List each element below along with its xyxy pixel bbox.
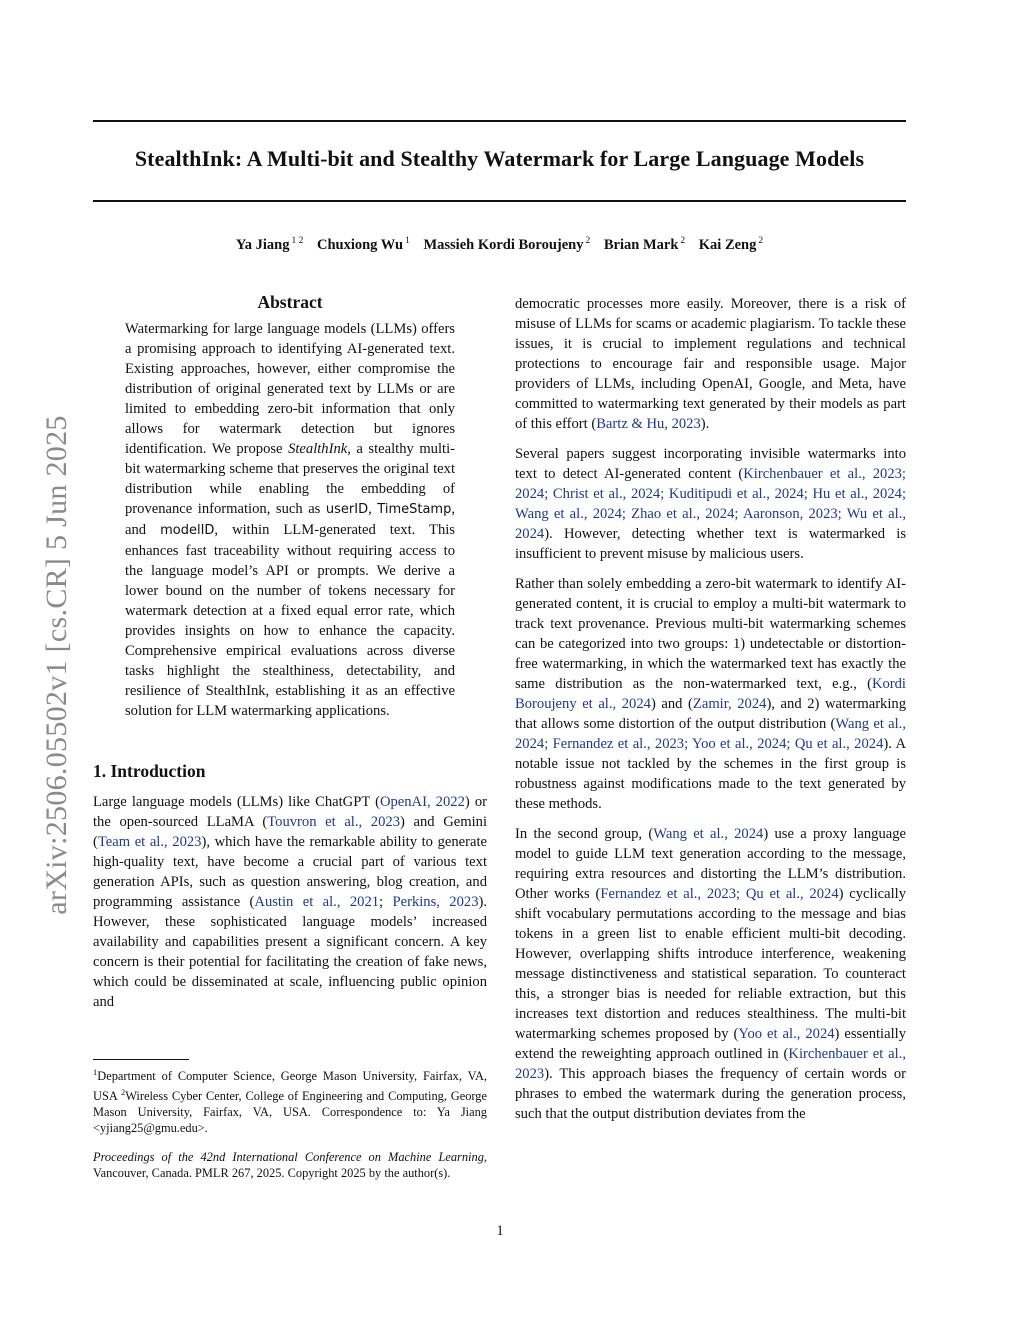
- citation-link[interactable]: Wang et al., 2024; Fernandez et al., 2023; Yoo et al., 2024; Qu et al., 2024: [515, 716, 906, 752]
- citation-link[interactable]: Yoo et al., 2024: [738, 1026, 835, 1042]
- proceedings-note: Proceedings of the 42nd International Conference on Machine Learning, Vancouver, Canada. PMLR 267, 2025. Copyright 2025 by the author(s).: [93, 1150, 487, 1181]
- citation-link[interactable]: Perkins, 2023: [392, 894, 479, 910]
- author-affiliation: 1: [405, 236, 410, 246]
- affiliation-footnote: $^1$Department of Computer Science, George Mason University, Fairfax, VA, USA $^2$Wireless Cyber Center, College of Engineering and Computing, George Mason University, Fairfax, VA, USA. Correspondence to: Ya Jiang <yjiang25@gmu.edu>.: [93, 1067, 488, 1136]
- author-name: Brian Mark: [603, 237, 679, 253]
- footnotes: [93, 1059, 487, 1181]
- title-rule-top: [93, 120, 906, 122]
- footnote-rule: [93, 1059, 189, 1060]
- author: [699, 237, 763, 253]
- author: [236, 237, 303, 253]
- title-rule-bottom: [93, 200, 906, 202]
- author-affiliation: 2: [585, 236, 591, 246]
- page-number: 1: [496, 1223, 504, 1239]
- abstract-text: Watermarking for large language models (LLMs) offers a promising approach to identifying AI-generated text. Existing approaches, however, either compromise the distribution of original generated text by LLMs or are limited to embedding zero-bit information that only allows for watermark detection but ignores identification. We propose StealthInk, a stealthy multi-bit watermarking scheme that preserves the original text distribution while enabling the embedding of provenance information, such as userID, TimeStamp, and modelID, within LLM-generated text. This enhances fast traceability without requiring access to the language model’s API or prompts. We derive a lower bound on the number of tokens necessary for watermark detection at a fixed equal error rate, which provides insights on how to enhance the capacity. Comprehensive empirical evaluations across diverse tasks highlight the stealthiness, detectability, and resilience of StealthInk, establishing it as an effective solution for LLM watermarking applications.: [125, 321, 455, 719]
- citation-link[interactable]: Bartz & Hu, 2023: [596, 416, 701, 432]
- citation-link[interactable]: Kordi Boroujeny et al., 2024: [515, 676, 906, 712]
- author-name: Kai Zeng: [698, 237, 757, 253]
- section-heading-introduction: 1. Introduction: [93, 761, 206, 781]
- right-column: [515, 294, 906, 1134]
- author-affiliation: 2: [680, 236, 686, 246]
- author-name: Ya Jiang: [235, 237, 290, 253]
- author-name: Massieh Kordi Boroujeny: [423, 237, 584, 253]
- abstract-heading: Abstract: [257, 292, 323, 312]
- intro-paragraph: Large language models (LLMs) like ChatGPT (OpenAI, 2022) or the open-sourced LLaMA (Touvron et al., 2023) and Gemini (Team et al., 2023), which have the remarkable ability to generate high-quality text, have become a crucial part of various text generation APIs, such as question answering, blog creation, and programming assistance (Austin et al., 2021; Perkins, 2023). However, these sophisticated language models’ increased availability and capabilities present a significant concern. A key concern is their potential for facilitating the creation of fake news, which could be disseminated at scale, influencing public opinion and: [93, 794, 487, 1010]
- author: [423, 237, 590, 253]
- citation-link[interactable]: Kirchenbauer et al., 2023: [515, 1046, 906, 1082]
- citation-link[interactable]: Austin et al., 2021: [254, 894, 380, 910]
- author-affiliation: 1 2: [291, 236, 304, 246]
- left-column: [93, 292, 487, 1012]
- citation-link[interactable]: Team et al., 2023: [97, 834, 202, 850]
- author-affiliation: 2: [758, 236, 764, 246]
- body-paragraph: democratic processes more easily. Moreover, there is a risk of misuse of LLMs for scams or academic plagiarism. To tackle these issues, it is crucial to implement regulations and technical protections to encourage fair and responsible usage. Major providers of LLMs, including OpenAI, Google, and Meta, have committed to watermarking text generated by their models as part of this effort (Bartz & Hu, 2023).: [515, 296, 906, 432]
- code-term: modelID: [160, 523, 215, 538]
- body-paragraph: Several papers suggest incorporating invisible watermarks into text to detect AI-generated content (Kirchenbauer et al., 2023; 2024; Christ et al., 2024; Kuditipudi et al., 2024; Hu et al., 2024; Wang et al., 2024; Zhao et al., 2024; Aaronson, 2023; Wu et al., 2024). However, detecting whether text is watermarked is insufficient to prevent misuse by malicious users.: [515, 446, 906, 562]
- citation-link[interactable]: Zamir, 2024: [692, 696, 767, 712]
- author: [604, 237, 685, 253]
- citation-link[interactable]: Touvron et al., 2023: [267, 814, 400, 830]
- citation-link[interactable]: Kirchenbauer et al., 2023; 2024; Christ et al., 2024; Kuditipudi et al., 2024; Hu et al., 2024; Wang et al., 2024; Zhao et al., 2024; Aaronson, 2023; Wu et al., 2024: [515, 466, 906, 542]
- paper-title: StealthInk: A Multi-bit and Stealthy Watermark for Large Language Models: [134, 146, 865, 171]
- code-term: TimeStamp: [377, 502, 452, 517]
- author-list: [93, 236, 906, 254]
- code-term: userID: [325, 502, 369, 517]
- citation-link[interactable]: Wang et al., 2024: [653, 826, 764, 842]
- body-paragraph: Rather than solely embedding a zero-bit watermark to identify AI-generated content, it is crucial to employ a multi-bit watermark to track text provenance. Previous multi-bit watermarking schemes can be categorized into two groups: 1) undetectable or distortion-free watermarking, in which the watermarked text has exactly the same distribution as the non-watermarked text, e.g., (Kordi Boroujeny et al., 2024) and (Zamir, 2024), and 2) watermarking that allows some distortion of the output distribution (Wang et al., 2024; Fernandez et al., 2023; Yoo et al., 2024; Qu et al., 2024). A notable issue not tackled by the schemes in the first group is robustness against modifications made to the text generated by these methods.: [515, 576, 907, 812]
- body-paragraph: In the second group, (Wang et al., 2024) use a proxy language model to guide LLM text generation according to the message, requiring extra resources and distorting the LLM’s distribution. Other works (Fernandez et al., 2023; Qu et al., 2024) cyclically shift vocabulary permutations according to the message and bias tokens in a green list to enable efficient multi-bit decoding. However, overlapping shifts introduce interference, weakening message distinctiveness and statistical separation. To counteract this, a stronger bias is needed for reliable extraction, but this increases text distortion and reduces stealthiness. The multi-bit watermarking schemes proposed by (Yoo et al., 2024) essentially extend the reweighting approach outlined in (Kirchenbauer et al., 2023). This approach biases the frequency of certain words or phrases to embed the watermark during the generation process, such that the output distribution deviates from the: [515, 826, 906, 1122]
- arxiv-identifier: arXiv:2506.05502v1 [cs.CR] 5 Jun 2025: [40, 415, 73, 915]
- author: [317, 237, 410, 253]
- citation-link[interactable]: OpenAI, 2022: [379, 794, 465, 810]
- method-name: StealthInk: [288, 441, 348, 457]
- citation-link[interactable]: Fernandez et al., 2023; Qu et al., 2024: [600, 886, 839, 902]
- author-name: Chuxiong Wu: [316, 237, 404, 253]
